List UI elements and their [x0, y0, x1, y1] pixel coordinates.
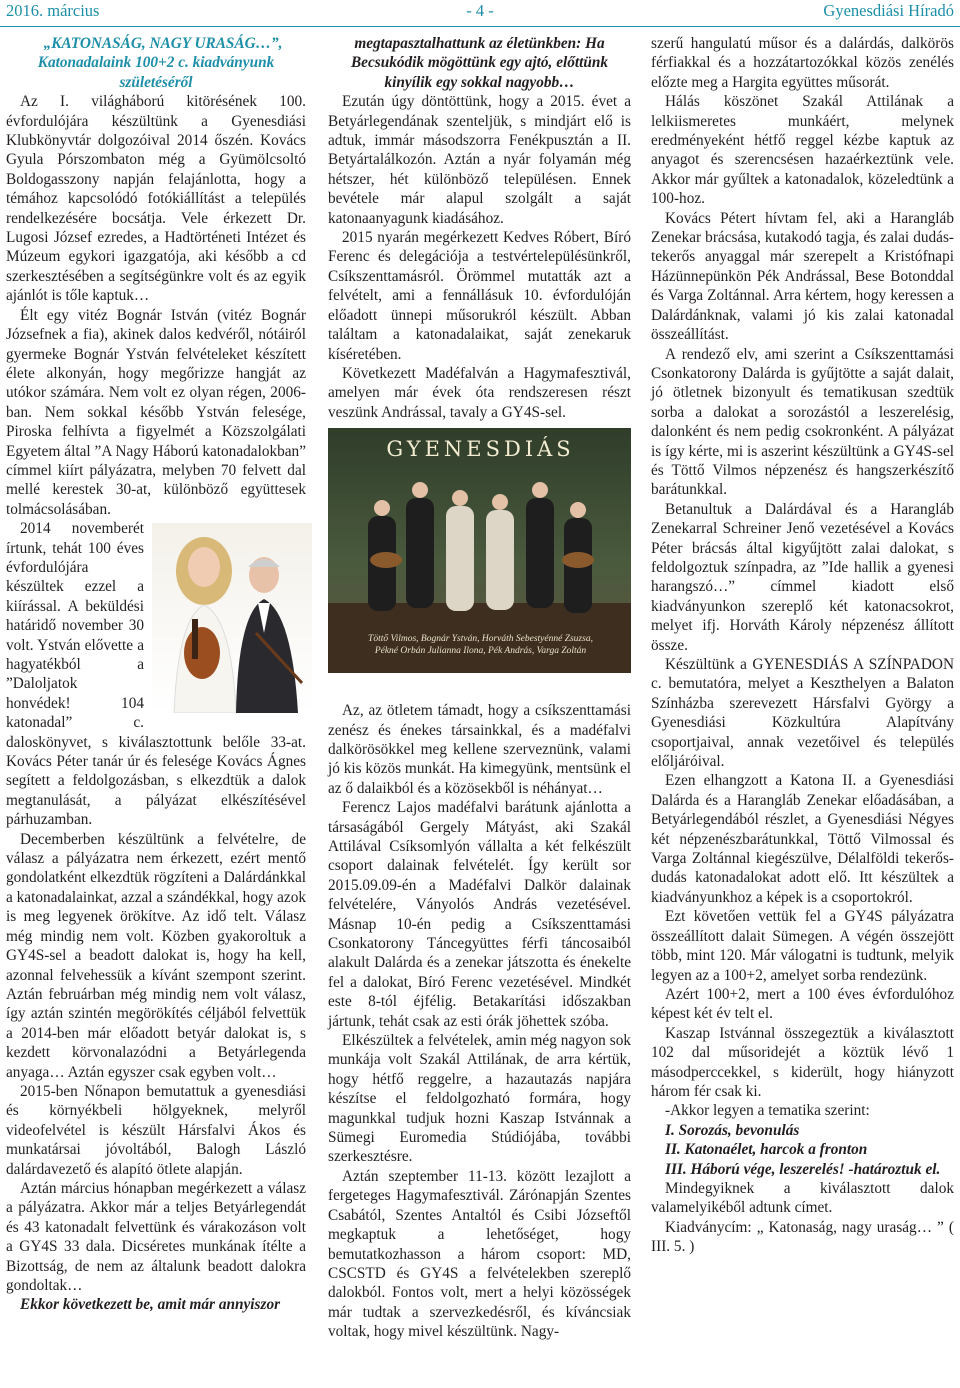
list-item: III. Háború vége, leszerelés! -határoztuk el. [665, 1160, 941, 1178]
paragraph: 2015-ben Nőnapon bemutattuk a gyenesdiási és környékbeli hölgyeknek, melyről videofelvétel is készült Hársfalvi Ákos és munkatársai jóvoltából, Balogh László dalárdavezető és alapító ötlete alapján. [6, 1082, 306, 1178]
paragraph: megtapasztalhattunk az életünkben: Ha Becsukódik mögöttünk egy ajtó, előttünk kinyílik egy sokkal nagyobb… [350, 35, 609, 91]
paragraph: Ezután úgy döntöttünk, hogy a 2015. évet a Betyárlegendának szenteljük, s mindjárt elő is adtuk, immár másodszorra Fenékpusztán a II. Betyártalálkozón. Aztán a nyár folyamán még hétszer, hét különböző településen. Ennek bevétele már alapul szolgált a saját katonaanyagunk kiadásához. [328, 93, 631, 227]
paragraph: Azért 100+2, mert a 100 éves évfordulóhoz képest két év telt el. [651, 985, 954, 1023]
paragraph: Ezt követően vettük fel a GY4S pályázatra összeállított dalait Sümegen. A végén összejött több, mint 120. Már válogatni is tudtunk, melyik legyen az a 100+2, amelyet sorba rendezünk. [651, 908, 954, 984]
paragraph: Az, az ötletem támadt, hogy a csíkszenttamási zenész és énekes társainkkal, és a madéfalvi dalkörösökkel meg kellene szerveznünk, valami jó kis közös munkát. Ha kimegyünk, mentsünk el az ő dalaikból és a közösekből is néhányat… [328, 702, 631, 797]
paragraph: Decemberben készültünk a felvételre, de válasz a pályázatra nem érkezett, ezért mentő gondolatként elkezdtük rögzíteni a Dalárdánkkal a katonadalainkat, azzal a szándékkal, hogy azok is meg legyenek örökítve. Az idő telt. Válasz még mindig nem volt. Közben gyakoroltuk a GY4S-sel a beadott dalokat is, hogy ha kell, azonnal felvehessük a kívánt szempont szerint. Aztán februárban még mindig nem volt válasz, így aztán szintén megörökítés céljából felvettük a 2014-ben már előadott betyár dalokat is, s kezdett körvonalazódni a Betyárlegenda anyaga… Aztán egyszer csak egyben volt… [6, 830, 306, 1081]
paragraph: 2014 novemberét írtunk, tehát 100 éves évfordulójára készültek ezzel a kiírással. A beküldési határidő november 30 volt. Ystván elővette a hagyatékból a ”Daloljatok honvédek! 104 katonadal” c. daloskönyvet, s kiválasztottunk belőle 33-at. Kovács Péter tanár úr és felesége Kovács Ágnes segített a feldolgozásban, s elkezdtük a dalok megtanulását, a pályázat elkészítésével párhuzamban. [6, 520, 306, 829]
paragraph: Következett Madéfalván a Hagymafesztivál, amelyen már évek óta rendszeresen részt veszünk Andrással, tavaly a GY4S-sel. [328, 364, 631, 421]
page-number: - 4 - [466, 1, 494, 20]
group-photo-banner: GYENESDIÁS [386, 437, 575, 462]
paragraph: Mindegyiknek a kiválasztott dalok valamelyikéből adtunk címet. [651, 1179, 954, 1217]
column-3 [651, 34, 954, 1257]
paragraph: -Akkor legyen a tematika szerint: [665, 1102, 870, 1120]
paragraph: Ekkor következett be, amit már annyiszor [20, 1296, 281, 1314]
column-2 [328, 34, 631, 1342]
group-photo-caption: Töttő Vilmos, Bognár Ystván, Horváth Sebestyénné Zsuzsa, Pékné Orbán Julianna Ilona, Pék András, Varga Zoltán [368, 634, 593, 657]
issue-date: 2016. március [6, 1, 100, 20]
paragraph: 2015 nyarán megérkezett Kedves Róbert, Bíró Ferenc és delegációja a testvértelepülésünkről, Csíkszenttamásról. Örömmel mutatták azt a felvételt, ami a fennállásuk 10. évfordulóján előadott ünnepi műsorukról készült. Abban találtam a katonadalaikat, saját zenekaruk kíséretében. [328, 229, 631, 363]
couple-photo [152, 523, 312, 713]
column-1 [6, 34, 306, 1315]
paragraph: Az I. világháború kitörésének 100. évfordulójára készültünk a Gyenesdiási Klubkönyvtár dolgozóival 2014 őszén. Kovács Gyula Pórszombaton még a Gyümölcsoltó Boldogasszony napján felajánlotta, hogy a témához kapcsolódó fotókiállítást a település rendelkezésére bocsátja. Vele érkezett Dr. Lugosi József ezredes, a Hadtörténeti Intézet és Múzeum egykori igazgatója, aki később a cd szerkesztésében a segítségünkre volt és az egyik ajánlót is tőle kaptuk… [6, 93, 306, 305]
article-title: „KATONASÁG, NAGY URASÁG…”, Katonadalaink 100+2 c. kiadványunk születéséről [37, 35, 283, 91]
paragraph: Készültünk a GYENESDIÁS A SZÍNPADON c. bemutatóra, melyet a Keszthelyen a Balaton Színházba szerevezett Hársfalvi György a Gyenesdiási Közkultúra Alapítvány csoportjaival, annak vezetőivel és település előljáróival. [651, 656, 954, 771]
group-photo [328, 428, 631, 673]
paragraph: Ezen elhangzott a Katona II. a Gyenesdiási Dalárda és a Harangláb Zenekar előadásában, a Betyárlegendából részlet, a Gyenesdiási Négyes két népzenészbarátunkkal, Töttő Vilmossal és Varga Zoltánnal kiegészülve, Délalföldi tekerős-dudás katonadalokat adott elő. Itt készültek a kiadványunkhoz a képek is a csoportokról. [651, 772, 954, 906]
paragraph: Elkészültek a felvételek, amin még nagyon sok munkája volt Szakál Attilának, de arra kértük, hogy hétfő reggelre, a hazautazás napjára készítse el feldolgozható formára, hogy magunkkal tudjuk hozni Kaszap Istvánnak a Sümegi Euromedia Stúdiójába, további szerkesztésre. [328, 1032, 631, 1166]
list-item: I. Sorozás, bevonulás [665, 1121, 800, 1139]
paragraph: Élt egy vitéz Bognár István (vitéz Bognár Józsefnek a fia), akinek dalos kedvéről, nótáiról gyermeke Bognár Ystván felvételeket készített élete alkonyán, hogy megőrizze hangját az utókor számára. Nem volt ez olyan régen, 2006-ban. Nem sokkal később Ystván felesége, Piroska felhívta a figyelmét a Közszolgálati Egyetem által ”A Nagy Háború katonadalokban” címmel kiírt pályázatra, melyben 70 felvett dal mellé kerestek 30-at, különböző együttesek tolmácsolásában. [6, 306, 306, 518]
paragraph: Betanultuk a Dalárdával és a Harangláb Zenekarral Schreiner Jenő vezetésével a Kovács Péter brácsás által kigyűjtött zalai dalokat, s feldolgoztuk színpadra, az ”Ide hallik a gyenesi harangszó…” címmel kiadott első kiadványunkon szereplő két katonacsokrot, melyet ifj. Horváth Károly népzenész állított össze. [651, 500, 954, 654]
paragraph: Aztán március hónapban megérkezett a válasz a pályázatra. Akkor már a teljes Betyárlegendát és 43 katonadalt felvettünk és várakozáson volt a GY4S 33 dala. Dicséretes munkának ítélte a Bizottság, de nem az általunk beadott dalokra gondoltak… [6, 1179, 306, 1294]
theme-list [651, 1121, 954, 1179]
paragraph: szerű hangulatú műsor és a dalárdás, dalkörös férfiakkal és a hozzátartozókkal közös zenélés előzte meg a Hargita együttes műsorát. [651, 35, 954, 91]
paragraph: Aztán szeptember 11-13. között lezajlott a fergeteges Hagymafesztivál. Zárónapján Szentes Csabától, Szentes Antaltól és Csibi Józseftől megkaptuk a lehetőséget, hogy bemutatkozhasson a három csoport: MD, CSCSTD és GY4S a felvételekben szereplő dalokból. Fontos volt, mert a helyi közösségek már tudtak a szervezkedésről, és kíváncsiak voltak, hogy mivel készültünk. Nagy- [328, 1167, 631, 1341]
paragraph: Ferencz Lajos madéfalvi barátunk ajánlotta a társaságából Gergely Mátyást, aki Szakál Attilával Csíksomlyón vállalta a két felkészült csoport dalainak felvételét. Így került sor 2015.09.09-én a Madéfalvi Dalkör dalainak felvételére, Ványolós András vezetésével. Másnap 10-én pedig a Csíkszenttamási Csonkatorony Táncegyüttes férfi táncosaiból alakult Dalárda és a zenekar játszotta és énekelte fel a dalokat, Bíró Ferenc vezetésével. Mindkét este 8-tól éjfélig. Betakarítási időszakban jártunk, tehát csak az esti órák jöhettek szóba. [328, 799, 631, 1030]
paragraph: Kovács Pétert hívtam fel, aki a Harangláb Zenekar brácsása, kutakodó tagja, és zalai dudás-tekerős anyaggal már szerepelt a Kristófnapi Házünnepünkön Pék Andrással, Bese Botonddal és Varga Zoltánnal. Arra kértem, hogy keressen a Dalárdánknak, valami jó kis zalai katonadal összeállítást. [651, 209, 954, 344]
publication-name: Gyenesdiási Híradó [823, 1, 954, 20]
paragraph: A rendező elv, ami szerint a Csíkszenttamási Csonkatorony Dalárda is gyűjtötte a saját dalait, jó ötletnek bizonyult és tematikusan szedtük sorba a dalokat a sorozástól a leszerelésig, dalonként és nem pedig csokronként. A pályázat is így kérte, mi is aszerint készültünk a GY4S-sel és Töttő Vilmos népzenész és hangszerkészítő barátunkkal. [651, 345, 954, 499]
paragraph: Kaszap Istvánnal összegeztük a kiválasztott 102 dal műsoridejét a köztük lévő 1 másodperccekkel, s kiderült, hogy hiányzott három fér csak ki. [651, 1024, 954, 1100]
page-header [0, 0, 960, 27]
paragraph: Hálás köszönet Szakál Attilának a lelkiismeretes munkáért, melynek eredményeként hétfő reggel kézbe kaptuk az anyagot és szerencsésen hazaérkeztünk vele. Akkor már gyűltek a katonadalok, közeledtünk a 100-hoz. [651, 93, 954, 208]
paragraph: Kiadványcím: „ Katonaság, nagy uraság… ” ( III. 5. ) [651, 1218, 954, 1256]
list-item: II. Katonaélet, harcok a fronton [665, 1141, 868, 1159]
